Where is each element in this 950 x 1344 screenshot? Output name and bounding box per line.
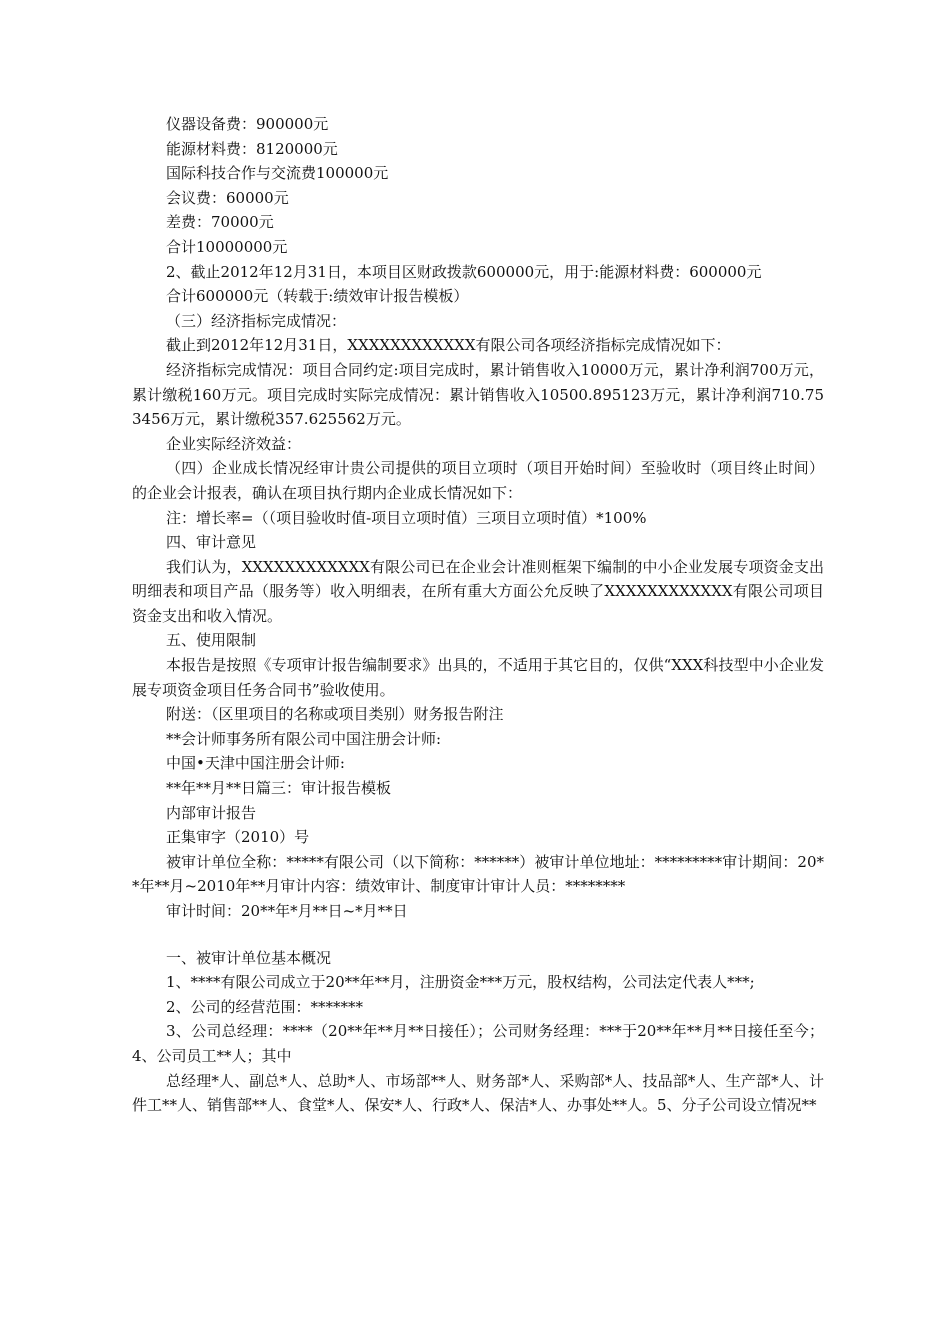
document-page <box>132 112 824 1118</box>
line-attachment: 附送：（区里项目的名称或项目类别）财务报告附注 <box>166 705 504 724</box>
line-equipment-fee: 仪器设备费：900000元 <box>166 115 329 133</box>
line-intl-cooperation-fee: 国际科技合作与交流费100000元 <box>166 164 389 183</box>
line-growth-note: 注：增长率=（（项目验收时值-项目立项时值）三项目立项时值）*100% <box>166 508 647 527</box>
line-meeting-fee: 会议费：60000元 <box>166 188 289 207</box>
paragraph-staff-breakdown: 总经理*人、副总*人、总助*人、市场部**人、财务部*人、采购部*人、技品部*人、生产部*人、计件工**人、销售部**人、食堂*人、保安*人、行政*人、保洁*人、办事处**人。5、分子公司设立情况** <box>132 1071 824 1115</box>
line-total-appropriation: 合计600000元（转载于:绩效审计报告模板） <box>166 287 469 306</box>
paragraph-management: 3、公司总经理：****（20**年**月**日接任）；公司财务经理：***于20**年**月**日接任至今；4、公司员工**人；其中 <box>132 1022 824 1065</box>
line-firm-signature: **会计师事务所有限公司中国注册会计师: <box>166 729 442 748</box>
section-heading-economic-indicators: （三）经济指标完成情况： <box>166 311 347 330</box>
paragraph-usage-limit: 本报告是按照《专项审计报告编制要求》出具的，不适用于其它目的，仅供“XXX科技型中小企业发展专项资金项目任务合同书”验收使用。 <box>132 656 824 699</box>
section-heading-audit-opinion: 四、审计意见 <box>166 533 257 552</box>
line-business-scope: 2、公司的经营范围：******* <box>166 997 364 1016</box>
line-energy-material-fee: 能源材料费：8120000元 <box>166 139 338 158</box>
paragraph-growth: （四）企业成长情况经审计贵公司提供的项目立项时（项目开始时间）至验收时（项目终止时间）的企业会计报表，确认在项目执行期内企业成长情况如下： <box>132 459 824 502</box>
line-date-template-title: **年**月**日篇三：审计报告模板 <box>166 779 392 798</box>
line-travel-fee: 差费：70000元 <box>166 213 274 232</box>
section-heading-overview: 一、被审计单位基本概况 <box>166 948 332 967</box>
line-location-signature: 中国•天津中国注册会计师: <box>166 754 345 773</box>
paragraph-audit-opinion: 我们认为，XXXXXXXXXXXX有限公司已在企业会计准则框架下编制的中小企业发展专项资金支出明细表和项目产品（服务等）收入明细表，在所有重大方面公允反映了XXXXXXXXXXXX有限公司项目资金支出和收入情况。 <box>132 557 824 625</box>
paragraph-indicators-detail: 经济指标完成情况：项目合同约定:项目完成时，累计销售收入10000万元，累计净利润700万元，累计缴税160万元。项目完成时实际完成情况：累计销售收入10500.895123万元，累计净利润710.753456万元，累计缴税357.625562万元。 <box>132 360 824 429</box>
report-number: 正集审字（2010）号 <box>166 828 310 847</box>
section-heading-usage-limit: 五、使用限制 <box>166 631 257 650</box>
paragraph-indicators-intro: 截止到2012年12月31日，XXXXXXXXXXXX有限公司各项经济指标完成情况如下： <box>166 336 731 355</box>
report-title: 内部审计报告 <box>166 803 257 822</box>
paragraph-audit-subject: 被审计单位全称：*****有限公司（以下简称：******）被审计单位地址：*********审计期间：20**年**月~2010年**月审计内容：绩效审计、制度审计审计人员：******** <box>132 852 824 896</box>
paragraph-appropriation: 2、截止2012年12月31日，本项目区财政拨款600000元，用于:能源材料费：600000元 <box>166 262 762 281</box>
spacer <box>132 924 824 946</box>
line-total: 合计10000000元 <box>166 237 288 256</box>
paragraph-company-founding: 1、****有限公司成立于20**年**月，注册资金***万元，股权结构，公司法定代表人***; <box>166 973 755 992</box>
line-actual-benefit: 企业实际经济效益： <box>166 434 302 453</box>
line-audit-time: 审计时间：20**年*月**日~*月**日 <box>166 902 408 920</box>
